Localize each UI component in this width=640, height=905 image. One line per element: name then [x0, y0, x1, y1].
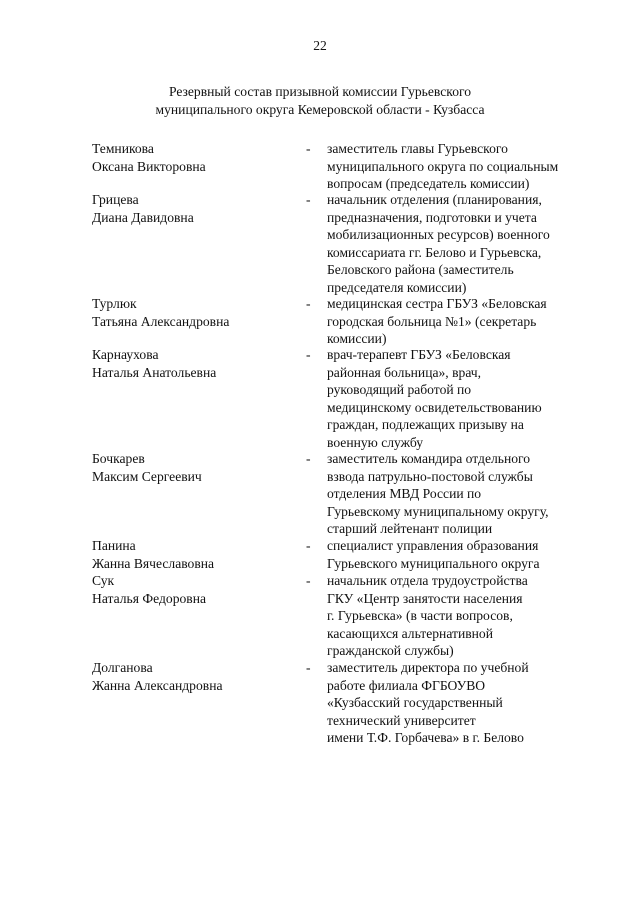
role-line: городская больница №1» (секретарь [327, 313, 537, 329]
separator-dash: - [306, 192, 311, 207]
role-line: начальник отделения (планирования, [327, 192, 542, 207]
member-role [327, 346, 592, 452]
separator-dash: - [306, 573, 311, 588]
member-surname: Долганова [92, 660, 153, 675]
role-line: г. Гурьевска» (в части вопросов, [327, 608, 513, 624]
title-line-1: Резервный состав призывной комиссии Гурьевского [168, 84, 472, 99]
member-given-name: Жанна Вячеславовна [92, 555, 215, 571]
member-given-name: Оксана Викторовна [92, 158, 206, 174]
role-line: военную службу [327, 434, 424, 450]
role-line: врач-терапевт ГБУЗ «Беловская [327, 347, 511, 362]
member-name [92, 450, 292, 485]
member-surname: Грицева [92, 192, 139, 207]
member-role [327, 295, 592, 348]
role-line: медицинскому освидетельствованию [327, 399, 542, 415]
member-surname: Темникова [92, 141, 154, 156]
member-given-name: Максим Сергеевич [92, 468, 202, 484]
role-line: технический университет [327, 712, 476, 728]
role-line: начальник отдела трудоустройства [327, 573, 528, 588]
role-line: работе филиала ФГБОУВО [327, 677, 486, 693]
member-name [92, 659, 292, 694]
separator-dash: - [306, 538, 311, 553]
member-name [92, 572, 292, 607]
member-surname: Панина [92, 538, 136, 553]
member-surname: Сук [92, 573, 115, 588]
role-line: заместитель директора по учебной [327, 660, 529, 675]
member-surname: Бочкарев [92, 451, 145, 466]
role-line: заместитель главы Гурьевского [327, 141, 508, 156]
role-line: мобилизационных ресурсов) военного [327, 227, 550, 243]
member-given-name: Диана Давидовна [92, 209, 194, 225]
member-name [92, 191, 292, 226]
role-line: отделения МВД России по [327, 486, 482, 502]
role-line: имени Т.Ф. Горбачева» в г. Белово [327, 730, 524, 746]
member-given-name: Наталья Федоровна [92, 590, 207, 606]
member-name [92, 346, 292, 381]
title-line-2: муниципального округа Кемеровской области - Кузбасса [155, 102, 485, 117]
role-line: Гурьевскому муниципальному округу, [327, 503, 549, 519]
page-number: 22 [313, 38, 327, 53]
role-line: Беловского района (заместитель [327, 262, 514, 278]
member-role [327, 659, 592, 747]
role-line: медицинская сестра ГБУЗ «Беловская [327, 296, 547, 311]
document-title [60, 83, 580, 119]
member-role [327, 140, 592, 193]
role-line: заместитель командира отдельного [327, 451, 531, 466]
role-line: специалист управления образования [327, 538, 539, 553]
role-line: районная больница», врач, [327, 364, 482, 380]
role-line: муниципального округа по социальным [327, 158, 559, 174]
member-name [92, 295, 292, 330]
member-role [327, 191, 592, 297]
role-line: гражданской службы) [327, 643, 454, 659]
role-line: комиссии) [327, 331, 387, 347]
member-role [327, 572, 592, 660]
separator-dash: - [306, 296, 311, 311]
role-line: предназначения, подготовки и учета [327, 209, 537, 225]
member-surname: Турлюк [92, 296, 137, 311]
role-line: комиссариата гг. Белово и Гурьевска, [327, 244, 542, 260]
role-line: граждан, подлежащих призыву на [327, 417, 524, 433]
role-line: касающихся альтернативной [327, 625, 493, 641]
role-line: старший лейтенант полиции [327, 521, 493, 537]
role-line: председателя комиссии) [327, 279, 467, 295]
role-line: «Кузбасский государственный [327, 695, 503, 711]
separator-dash: - [306, 660, 311, 675]
member-surname: Карнаухова [92, 347, 159, 362]
role-line: ГКУ «Центр занятости населения [327, 590, 523, 606]
member-name [92, 140, 292, 175]
member-given-name: Наталья Анатольевна [92, 364, 217, 380]
role-line: Гурьевского муниципального округа [327, 555, 540, 571]
member-name [92, 537, 292, 572]
role-line: вопросам (председатель комиссии) [327, 176, 530, 192]
separator-dash: - [306, 451, 311, 466]
member-given-name: Жанна Александровна [92, 677, 223, 693]
separator-dash: - [306, 141, 311, 156]
member-given-name: Татьяна Александровна [92, 313, 230, 329]
role-line: руководящий работой по [327, 382, 472, 398]
member-role [327, 537, 592, 572]
role-line: взвода патрульно-постовой службы [327, 468, 533, 484]
member-role [327, 450, 592, 538]
separator-dash: - [306, 347, 311, 362]
